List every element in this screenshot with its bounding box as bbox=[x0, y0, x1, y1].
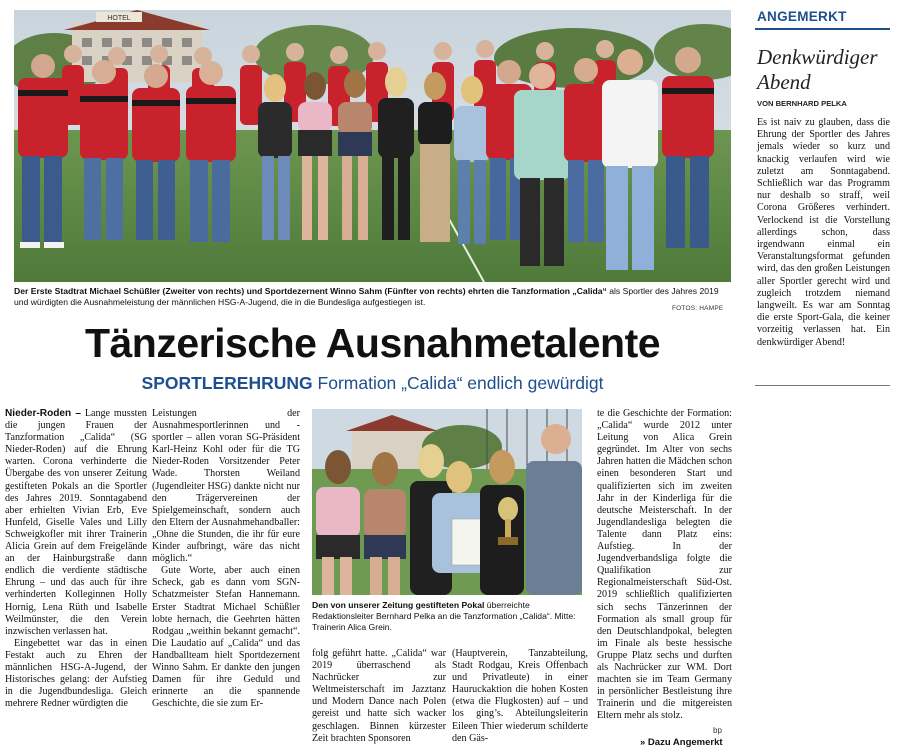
more-link[interactable]: » Dazu Angemerkt bbox=[640, 737, 723, 748]
headline: Tänzerische Ausnahmetalente bbox=[84, 320, 661, 366]
sidebar-paragraph: Es ist naiv zu glauben, dass die Ehrung der Sportler des Jahres jemals wieder so kurz und knackig verlaufen wird wie zuletzt am Sonntagabend. Schließlich war das Programm nur deshalb so straff, weil Corona Größeres verhindert. Verlockend ist die Vorstellung allerdings schon, dass irgendwann einmal ein Veranstaltungsformat gefunden wird, das den großen Leistungen aller Sportler gerecht wird und zugleich trotzdem niemand langweilt. Es war am Sonntag die erste Sport-Gala, die keiner vorzeitig verlassen hat. Ein denkwürdiger Abend! bbox=[757, 117, 890, 348]
sidebar-body bbox=[757, 117, 890, 349]
paragraph: Gute Worte, aber auch einen Scheck, gab es dann vom SGN-Schatzmeister Stefan Hannemann. Erster Stadtrat Michael Schüßler lobte hernach, die Geehrten hätten Rodgau „weithin bekannt gemacht“. Die Laudatio auf „Calida“ und das Handballteam hielt Sportdezernent Winno Sahm. Er dankte den jungen Damen für ihre Geduld und erinnerte an die spannende Geschichte, die sie zum Er- bbox=[152, 565, 300, 710]
paragraph: te die Geschichte der Formation: „Calida“ wurde 2012 unter Leitung von Alica Grein gegründet. Im Alter von sechs Jahren hatten die Mädchen schon einen besonderen Start und qualifizierten sich im zweiten Jahr in der Kinderliga für die deutsche Meisterschaft. In der Jugendlandesliga belegten die Talente dann Platz eins: Aufstieg. In der Jugendverbandsliga folgte die Qualifikation zur Regionalmeisterschaft Süd-Ost. 2019 schließlich qualifizierten sich sechs Tänzerinnen der Formation als small group für den Deutschlandpokal, belegten im Finale als beste hessische Gruppe Platz sechs und durften als Nachrücker zur WM. Dort machten sie im Team Germany in persönlicher Bestleistung ihre Trainerin und die mitgereisten Eltern mehr als stolz. bbox=[597, 408, 732, 722]
article-column-5 bbox=[597, 408, 732, 722]
caption-top-text: als Sportler des Jahres 2019 und würdigten die Ausnahmeleistung der männlichen HSG-A-Jugend, die in die Bundesliga aufgestiegen ist. bbox=[14, 286, 719, 307]
team-photo bbox=[14, 10, 731, 282]
photo-credit-top: FOTOS: HAMPE bbox=[672, 305, 724, 312]
article-column-4 bbox=[452, 648, 588, 745]
team-photo-illustration bbox=[14, 10, 731, 282]
subhead-text: Formation „Calida“ endlich gewürdigt bbox=[317, 373, 604, 393]
trophy-photo bbox=[312, 409, 582, 595]
article-column-2 bbox=[152, 408, 300, 710]
caption-mid-text: überreichte Redaktionsleiter Bernhard Pelka an die Tanzformation „Calida“. Mitte: Trainerin Alica Grein. bbox=[312, 600, 576, 632]
paragraph: Leistungen der Ausnahmesportlerinnen und -sportler – allen voran SG-Präsident Karl-Heinz Kohl oder für die TG Nieder-Roden Vorsitzender Peter Wade. Thorsten Weiland (Jugendleiter HSG) dankte nicht nur den Trägervereinen der Spielgemeinschaft, sondern auch den Eltern der Ausnahmehandballer: „Ohne die Stunden, die ihr für eure Kinder aufbringt, wäre das nicht möglich.“ bbox=[152, 408, 300, 565]
author-initials: bp bbox=[713, 726, 722, 735]
paragraph: (Hauptverein, Tanzabteilung, Stadt Rodgau, Kreis Offenbach und Privatleute) in einer Hauruckaktion die hohen Kosten (etwa die Flugkosten) auf – und los ging’s. Abteilungsleiterin Eileen Thier wiederum schilderte den Gäs- bbox=[452, 648, 588, 744]
sidebar-title bbox=[757, 45, 878, 95]
subhead-kicker: SPORTLEREHRUNG bbox=[141, 373, 313, 393]
paragraph bbox=[5, 408, 147, 638]
caption-mid-bold: Den von unserer Zeitung gestifteten Pokal bbox=[312, 600, 485, 610]
article-column-1 bbox=[5, 408, 147, 710]
paragraph-text: Lange mussten die jungen Frauen der Tanzformation „Calida“ (SG Nieder-Roden) auf die Ehrung warten. Corona verhinderte die Übergabe des von unserer Zeitung gestifteten Pokals an die Sportler des Jahres 2019. Sonntagabend aber erhielten Vivian Erb, Eve Hunfeld, Giselle Vales und Lilly Schweigkofler mit ihrer Trainerin Alicia Grein auf dem Freigelände an der Hainburgstraße dann endlich die verdiente städtische Ehrung – und das auch für ihre verhinderten Kolleginnen Holly Hornig, Lena Rüth und Isabelle Weilmünster, die den Verein inzwischen verlassen hat. bbox=[5, 408, 147, 637]
sidebar-kicker: ANGEMERKT bbox=[757, 9, 847, 24]
caption-mid bbox=[312, 600, 588, 633]
article-column-3 bbox=[312, 648, 446, 745]
sidebar-top-rule bbox=[755, 28, 890, 30]
hotel-sign: HOTEL bbox=[107, 15, 131, 22]
sidebar-bottom-rule bbox=[755, 385, 890, 386]
caption-top-bold: Der Erste Stadtrat Michael Schüßler (Zweiter von rechts) und Sportdezernent Winno Sahm (Fünfter von rechts) ehrten die Tanzformation „Calida“ bbox=[14, 286, 607, 296]
paragraph: Eingebettet war das in einen Festakt auch zu Ehren der männlichen HSG-A-Jugend, der Historisches gelang: der Aufstieg in die Jugendbundesliga. Gleich mehrere Redner würdigten die bbox=[5, 637, 147, 710]
sidebar-title-line1: Denkwürdiger bbox=[757, 45, 878, 69]
paragraph: folg geführt hatte. „Calida“ war 2019 überraschend als Nachrücker zur Weltmeisterschaft im Jazztanz und Modern Dance nach Polen gereist und hatte sich wacker geschlagen. Binnen kürzester Zeit brachten Sponsoren bbox=[312, 648, 446, 744]
sidebar-byline: VON BERNHARD PELKA bbox=[757, 99, 847, 108]
dateline: Nieder-Roden – bbox=[5, 408, 81, 419]
sidebar-title-line2: Abend bbox=[757, 70, 811, 94]
trophy-photo-illustration bbox=[312, 409, 582, 595]
caption-top bbox=[14, 286, 731, 308]
subhead bbox=[14, 372, 731, 394]
